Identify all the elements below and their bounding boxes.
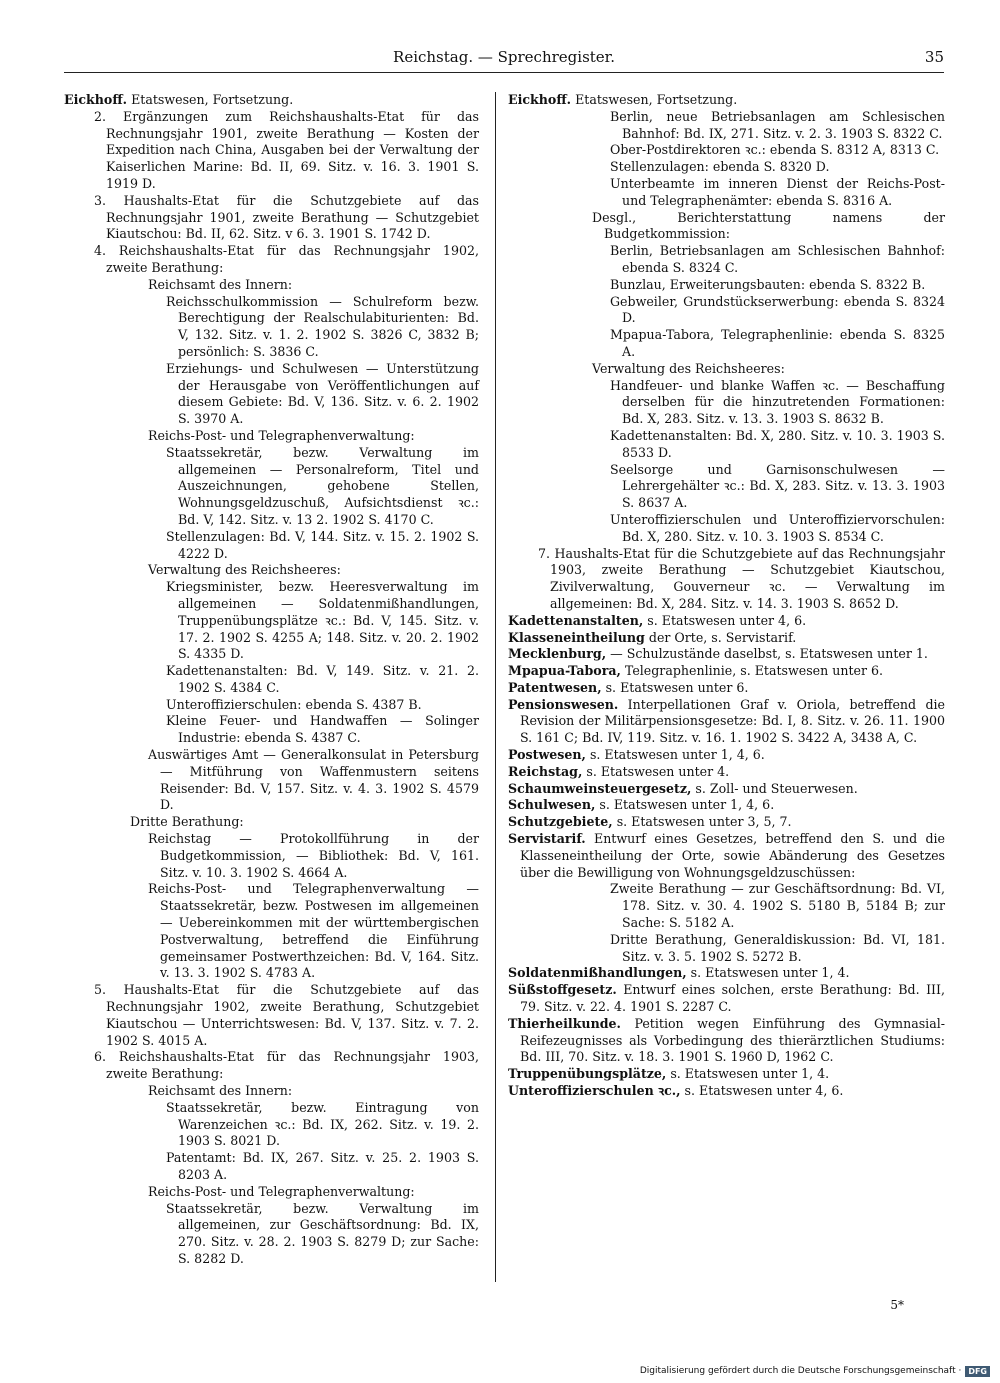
footer-text: Digitalisierung gefördert durch die Deutsche Forschungsgemeinschaft · (639, 1366, 962, 1376)
entry-text: s. Etatswesen unter 1, 4. (666, 1066, 830, 1082)
entry-text: 3. Haushalts-Etat für die Schutzgebiete auf das Rechnungsjahr 1901, zweite Berathung — Schutzgebiet Kiautschou: Bd. II, 62. Sitz. v 6. 3. 1901 S. 1742 D. (94, 192, 479, 242)
entry-text: Reichsamt des Innern: (148, 276, 293, 292)
index-entry (508, 1066, 945, 1083)
entry-text: Kadettenanstalten: Bd. X, 280. Sitz. v. 10. 3. 1903 S. 8533 D. (610, 427, 945, 460)
entry-keyword: Eickhoff. (508, 92, 572, 107)
index-entry (64, 109, 479, 193)
column-divider (495, 92, 496, 1282)
entry-text: Mpapua-Tabora, Telegraphenlinie: ebenda S. 8325 A. (610, 327, 945, 359)
index-entry (64, 663, 479, 697)
entry-text: Stellenzulagen: ebenda S. 8320 D. (610, 159, 830, 175)
index-entry (508, 646, 945, 663)
entry-text: Kleine Feuer- und Handwaffen — Solinger Industrie: ebenda S. 4387 C. (166, 713, 479, 746)
index-entry (508, 781, 945, 798)
entry-text: s. Etatswesen unter 1, 4. (686, 965, 850, 981)
entry-text: Telegraphenlinie, s. Etatswesen unter 6. (620, 663, 884, 679)
entry-keyword: Mpapua-Tabora, (508, 663, 621, 679)
entry-keyword: Patentwesen, (508, 679, 602, 695)
index-entry (508, 176, 945, 210)
index-entry (64, 361, 479, 428)
index-entry (508, 277, 945, 294)
right-column (508, 92, 945, 1100)
entry-text: Erziehungs- und Schulwesen — Unterstützung der Herausgabe von Veröffentlichungen auf diesem Gebiete: Bd. V, 136. Sitz. v. 6. 2. 1902 S. 3970 A. (166, 360, 479, 427)
dfg-logo: DFG (965, 1366, 990, 1377)
index-entry (64, 243, 479, 277)
entry-keyword: Schaumweinsteuergesetz, (508, 780, 692, 796)
entry-keyword: Servistarif. (508, 831, 586, 847)
entry-text: Zweite Berathung — zur Geschäftsordnung: Bd. VI, 178. Sitz. v. 30. 4. 1902 S. 5180 B, 5184 B; zur Sache: S. 5182 A. (610, 881, 945, 931)
entry-text: Desgl., Berichterstattung namens der Budgetkommission: (592, 209, 945, 242)
index-entry (508, 764, 945, 781)
entry-text: 7. Haushalts-Etat für die Schutzgebiete auf das Rechnungsjahr 1903, zweite Berathung — Schutzgebiet Kiautschou, Zivilverwaltung, Gouverneur ꝛc. — Verwaltung im allgemeinen: Bd. X, 284. Sitz. v. 14. 3. 1903 S. 8652 D. (538, 545, 945, 611)
entry-keyword: Thierheilkunde. (508, 1015, 621, 1031)
index-entry (508, 1083, 945, 1100)
running-title: Reichstag. — Sprechregister. (393, 48, 615, 66)
entry-text: Reichsschulkommission — Schulreform bezw. Berechtigung der Realschulabiturienten: Bd. V, 132. Sitz. v. 1. 2. 1902 S. 3826 C, 3832 B; persönlich: S. 3836 C. (166, 293, 479, 359)
entry-text: s. Zoll- und Steuerwesen. (691, 780, 858, 796)
index-entry (508, 1016, 945, 1066)
entry-keyword: Klasseneintheilung (508, 629, 645, 645)
index-entry (508, 92, 945, 109)
index-entry (508, 680, 945, 697)
index-entry (508, 546, 945, 613)
entry-text: Verwaltung des Reichsheeres: (148, 562, 341, 578)
index-entry (508, 378, 945, 428)
entry-text: s. Etatswesen unter 4, 6. (680, 1083, 844, 1099)
index-entry (64, 747, 479, 814)
index-entry (508, 747, 945, 764)
index-entry (64, 881, 479, 982)
entry-keyword: Soldatenmißhandlungen, (508, 965, 687, 981)
entry-text: Patentamt: Bd. IX, 267. Sitz. v. 25. 2. 1903 S. 8203 A. (166, 1150, 479, 1182)
entry-keyword: Eickhoff. (64, 92, 128, 107)
header-rule (64, 72, 944, 73)
entry-text: Reichs-Post- und Telegraphenverwaltung: (148, 427, 415, 443)
index-entry (64, 831, 479, 881)
entry-text: Entwurf eines solchen, erste Berathung: Bd. III, 79. Sitz. v. 22. 4. 1901 S. 2287 C. (520, 982, 945, 1015)
index-entry (508, 327, 945, 361)
entry-text: Gebweiler, Grundstückserwerbung: ebenda S. 8324 D. (610, 293, 945, 326)
index-entry (64, 277, 479, 294)
index-entry (64, 92, 479, 109)
index-entry (508, 932, 945, 966)
index-entry (64, 193, 479, 243)
index-entry (64, 1049, 479, 1083)
index-entry (64, 445, 479, 529)
entry-text: Stellenzulagen: Bd. V, 144. Sitz. v. 15. 2. 1902 S. 4222 D. (166, 528, 479, 561)
entry-keyword: Unteroffizierschulen ꝛc., (508, 1083, 681, 1099)
entry-keyword: Reichstag, (508, 763, 583, 779)
index-entry (508, 613, 945, 630)
index-entry (508, 982, 945, 1016)
page-number: 35 (924, 48, 944, 66)
entry-text: Berlin, Betriebsanlagen am Schlesischen Bahnhof: ebenda S. 8324 C. (610, 243, 945, 275)
entry-text: Etatswesen, Fortsetzung. (571, 92, 738, 107)
entry-text: s. Etatswesen unter 1, 4, 6. (585, 747, 765, 763)
index-entry (508, 965, 945, 982)
index-entry (64, 1201, 479, 1268)
index-entry (508, 109, 945, 143)
index-entry (508, 159, 945, 176)
entry-text: 5. Haushalts-Etat für die Schutzgebiete auf das Rechnungsjahr 1902, zweite Berathung, Schutzgebiet Kiautschou — Unterrichtswesen: Bd. V, 137. Sitz. v. 7. 2. 1902 S. 4015 A. (94, 982, 479, 1048)
entry-text: Unteroffizierschulen und Unteroffiziervorschulen: Bd. X, 280. Sitz. v. 10. 3. 1903 S. 8534 C. (610, 511, 945, 544)
entry-text: Dritte Berathung, Generaldiskussion: Bd. VI, 181. Sitz. v. 3. 5. 1902 S. 5272 B. (610, 931, 945, 964)
entry-text: Kadettenanstalten: Bd. V, 149. Sitz. v. 21. 2. 1902 S. 4384 C. (166, 663, 479, 695)
entry-keyword: Postwesen, (508, 747, 586, 763)
index-entry (64, 697, 479, 714)
index-entry (508, 630, 945, 647)
index-entry (64, 562, 479, 579)
index-entry (508, 294, 945, 328)
entry-text: 2. Ergänzungen zum Reichshaushalts-Etat für das Rechnungsjahr 1901, zweite Berathung — Kosten der Expedition nach China, Ausgaben bei der Verwaltung der Kaiserlichen Marine: Bd. II, 69. Sitz. v. 16. 3. 1901 S. 1919 D. (94, 108, 479, 191)
index-entry (508, 697, 945, 747)
index-entry (508, 361, 945, 378)
entry-keyword: Schulwesen, (508, 797, 596, 813)
entry-text: Auswärtiges Amt — Generalkonsulat in Petersburg — Mitführung von Waffenmustern seitens Reisender: Bd. V, 157. Sitz. v. 4. 3. 1902 S. 4579 D. (148, 747, 479, 813)
entry-keyword: Kadettenanstalten, (508, 612, 644, 628)
index-entry (508, 243, 945, 277)
entry-text: Etatswesen, Fortsetzung. (127, 92, 294, 107)
entry-text: Staatssekretär, bezw. Verwaltung im allgemeinen — Personalreform, Titel und Auszeichnungen, gehobene Stellen, Wohnungsgeldzuschuß, Aufsichtsdienst ꝛc.: Bd. V, 142. Sitz. v. 13 2. 1902 S. 4170 C. (166, 444, 479, 527)
footer (640, 1364, 990, 1378)
index-entry (64, 814, 479, 831)
entry-text: — Schulzustände daselbst, s. Etatswesen unter 1. (606, 646, 928, 662)
index-entry (64, 1184, 479, 1201)
index-entry (508, 663, 945, 680)
index-entry (64, 982, 479, 1049)
entry-keyword: Schutzgebiete, (508, 814, 613, 830)
index-entry (508, 428, 945, 462)
entry-text: s. Etatswesen unter 6. (601, 679, 749, 695)
entry-text: s. Etatswesen unter 4, 6. (643, 612, 807, 628)
entry-text: Kriegsminister, bezw. Heeresverwaltung im allgemeinen — Soldatenmißhandlungen, Truppenübungsplätze ꝛc.: Bd. V, 145. Sitz. v. 17. 2. 1902 S. 4255 A; 148. Sitz. v. 20. 2. 1902 S. 4335 D. (166, 579, 479, 662)
entry-text: Staatssekretär, bezw. Eintragung von Warenzeichen ꝛc.: Bd. IX, 262. Sitz. v. 19. 2. 1903 S. 8021 D. (166, 1099, 479, 1149)
index-entry (64, 1083, 479, 1100)
index-entry (64, 428, 479, 445)
entry-text: Handfeuer- und blanke Waffen ꝛc. — Beschaffung derselben für die hinzutretenden Formationen: Bd. X, 283. Sitz. v. 13. 3. 1903 S. 8632 B. (610, 377, 945, 427)
index-entry (508, 142, 945, 159)
entry-text: s. Etatswesen unter 3, 5, 7. (612, 814, 792, 830)
index-entry (64, 529, 479, 563)
entry-text: Bunzlau, Erweiterungsbauten: ebenda S. 8322 B. (610, 276, 926, 292)
entry-text: Verwaltung des Reichsheeres: (592, 360, 785, 376)
entry-text: 6. Reichshaushalts-Etat für das Rechnungsjahr 1903, zweite Berathung: (94, 1049, 479, 1082)
entry-keyword: Pensionswesen. (508, 696, 619, 712)
index-entry (64, 294, 479, 361)
index-entry (508, 797, 945, 814)
entry-text: Interpellationen Graf v. Oriola, betreffend die Revision der Militärpensionsgesetze: Bd. I, 8. Sitz. v. 26. 11. 1900 S. 161 C; Bd. IV, 119. Sitz. v. 16. 1. 1902 S. 3422 A, 3438 A, C. (520, 696, 945, 746)
index-entry (508, 831, 945, 881)
entry-keyword: Mecklenburg, (508, 646, 607, 662)
entry-text: Staatssekretär, bezw. Verwaltung im allgemeinen, zur Geschäftsordnung: Bd. IX, 270. Sitz. v. 28. 2. 1903 S. 8279 D; zur Sache: S. 8282 D. (166, 1200, 479, 1266)
entry-text: 4. Reichshaushalts-Etat für das Rechnungsjahr 1902, zweite Berathung: (94, 243, 479, 275)
index-entry (508, 462, 945, 512)
index-entry (508, 814, 945, 831)
entry-text: Ober-Postdirektoren ꝛc.: ebenda S. 8312 A, 8313 C. (610, 142, 940, 158)
entry-text: der Orte, s. Servistarif. (644, 629, 797, 645)
entry-text: Dritte Berathung: (130, 814, 244, 830)
entry-text: Reichs-Post- und Telegraphenverwaltung — Staatssekretär, bezw. Postwesen im allgemeinen — Uebereinkommen mit der württembergischen Postverwaltung, betreffend die Einführung gemeinsamer Postwerthzeichen: Bd. V, 164. Sitz. v. 13. 3. 1902 S. 4783 A. (148, 881, 479, 981)
entry-text: Petition wegen Einführung des Gymnasial-Reifezeugnisses als Vorbedingung des thierärztlichen Studiums: Bd. III, 70. Sitz. v. 18. 3. 1901 S. 1960 D, 1962 C. (520, 1015, 945, 1065)
entry-keyword: Truppenübungsplätze, (508, 1066, 667, 1082)
entry-text: Seelsorge und Garnisonschulwesen — Lehrergehälter ꝛc.: Bd. X, 283. Sitz. v. 13. 3. 1903 S. 8637 A. (610, 461, 945, 511)
index-entry (508, 881, 945, 931)
signature-mark: 5* (890, 1298, 904, 1312)
entry-text: Entwurf eines Gesetzes, betreffend den S. und die Klasseneintheilung der Orte, sowie Abänderung des Gesetzes über die Bewilligung von Wohnungsgeldzuschüssen: (520, 831, 945, 880)
entry-text: Reichs-Post- und Telegraphenverwaltung: (148, 1183, 415, 1199)
index-entry (64, 713, 479, 747)
index-entry (508, 210, 945, 244)
entry-text: s. Etatswesen unter 4. (582, 763, 730, 779)
index-entry (64, 1150, 479, 1184)
entry-text: Unterbeamte im inneren Dienst der Reichs-Post- und Telegraphenämter: ebenda S. 8316 A. (610, 175, 945, 208)
entry-text: s. Etatswesen unter 1, 4, 6. (595, 797, 775, 813)
entry-text: Unteroffizierschulen: ebenda S. 4387 B. (166, 696, 422, 712)
index-entry (64, 1100, 479, 1150)
page-header (64, 48, 944, 74)
left-column (64, 92, 479, 1268)
entry-text: Berlin, neue Betriebsanlagen am Schlesischen Bahnhof: Bd. IX, 271. Sitz. v. 2. 3. 1903 S. 8322 C. (610, 108, 945, 141)
entry-text: Reichstag — Protokollführung in der Budgetkommission, — Bibliothek: Bd. V, 161. Sitz. v. 10. 3. 1902 S. 4664 A. (148, 831, 479, 880)
entry-keyword: Süßstoffgesetz. (508, 982, 617, 998)
index-entry (64, 579, 479, 663)
entry-text: Reichsamt des Innern: (148, 1083, 293, 1099)
index-entry (508, 512, 945, 546)
